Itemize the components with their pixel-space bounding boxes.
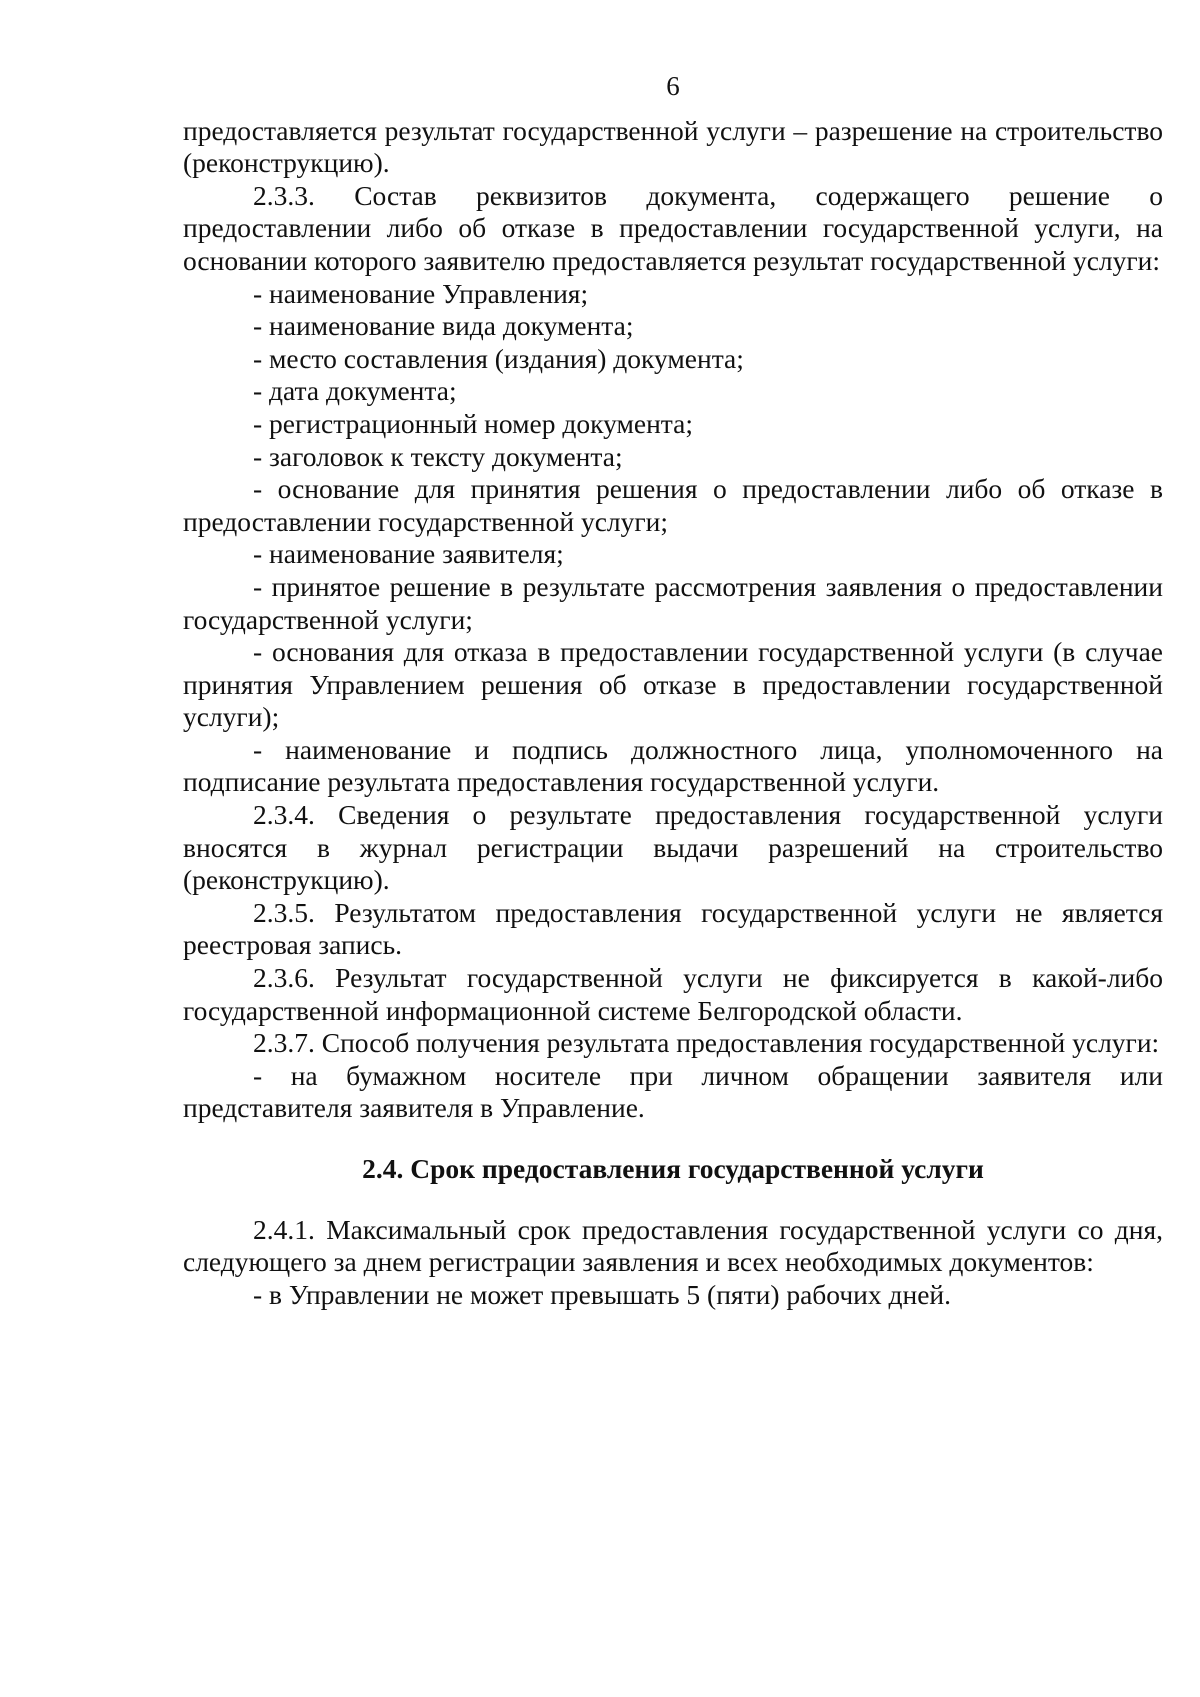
requisite-item: - заголовок к тексту документа;	[253, 440, 623, 472]
requisite-item: - наименование вида документа;	[253, 310, 634, 342]
requisite-item: - наименование Управления;	[253, 277, 589, 309]
paragraph-continuation: предоставляется результат государственной услуги – разрешение на строительство (реконструкцию).	[183, 114, 1163, 179]
requisite-item: - наименование и подпись должностного лица, уполномоченного на подписание результата предоставления государственной услуги.	[183, 733, 1163, 798]
paragraph-2-3-5: 2.3.5. Результатом предоставления государственной услуги не является реестровая запись.	[183, 896, 1163, 961]
paragraph-2-3-7: 2.3.7. Способ получения результата предоставления государственной услуги:	[253, 1027, 1160, 1059]
requisite-item: - наименование заявителя;	[253, 538, 564, 570]
delivery-method-item: - на бумажном носителе при личном обращении заявителя или представителя заявителя в Управление.	[183, 1059, 1163, 1124]
requisite-item: - основания для отказа в предоставлении государственной услуги (в случае принятия Управлением решения об отказе в предоставлении государственной услуги);	[183, 636, 1163, 733]
section-title: 2.4. Срок предоставления государственной услуги	[362, 1153, 984, 1184]
paragraph-2-3-6: 2.3.6. Результат государственной услуги не фиксируется в какой-либо государственной информационной системе Белгородской области.	[183, 962, 1163, 1026]
requisite-item: - принятое решение в результате рассмотрения заявления о предоставлении государственной услуги;	[183, 570, 1163, 635]
requisite-item: - основание для принятия решения о предоставлении либо об отказе в предоставлении государственной услуги;	[183, 473, 1163, 537]
requisite-item: - регистрационный номер документа;	[253, 407, 693, 439]
page-number: 6	[666, 71, 680, 101]
paragraph-2-3-3: 2.3.3. Состав реквизитов документа, содержащего решение о предоставлении либо об отказе в предоставлении государственной услуги, на основании которого заявителю предоставляется результат государственной услуги:	[183, 179, 1163, 276]
paragraph-2-4-1: 2.4.1. Максимальный срок предоставления государственной услуги со дня, следующего за днем регистрации заявления и всех необходимых документов:	[183, 1213, 1163, 1278]
paragraph-2-3-4: 2.3.4. Сведения о результате предоставления государственной услуги вносятся в журнал регистрации выдачи разрешений на строительство (реконструкцию).	[183, 799, 1163, 896]
requisite-item: - дата документа;	[253, 375, 457, 407]
deadline-item: - в Управлении не может превышать 5 (пяти) рабочих дней.	[253, 1278, 952, 1310]
requisite-item: - место составления (издания) документа;	[253, 342, 744, 374]
document-page	[183, 70, 1163, 1311]
